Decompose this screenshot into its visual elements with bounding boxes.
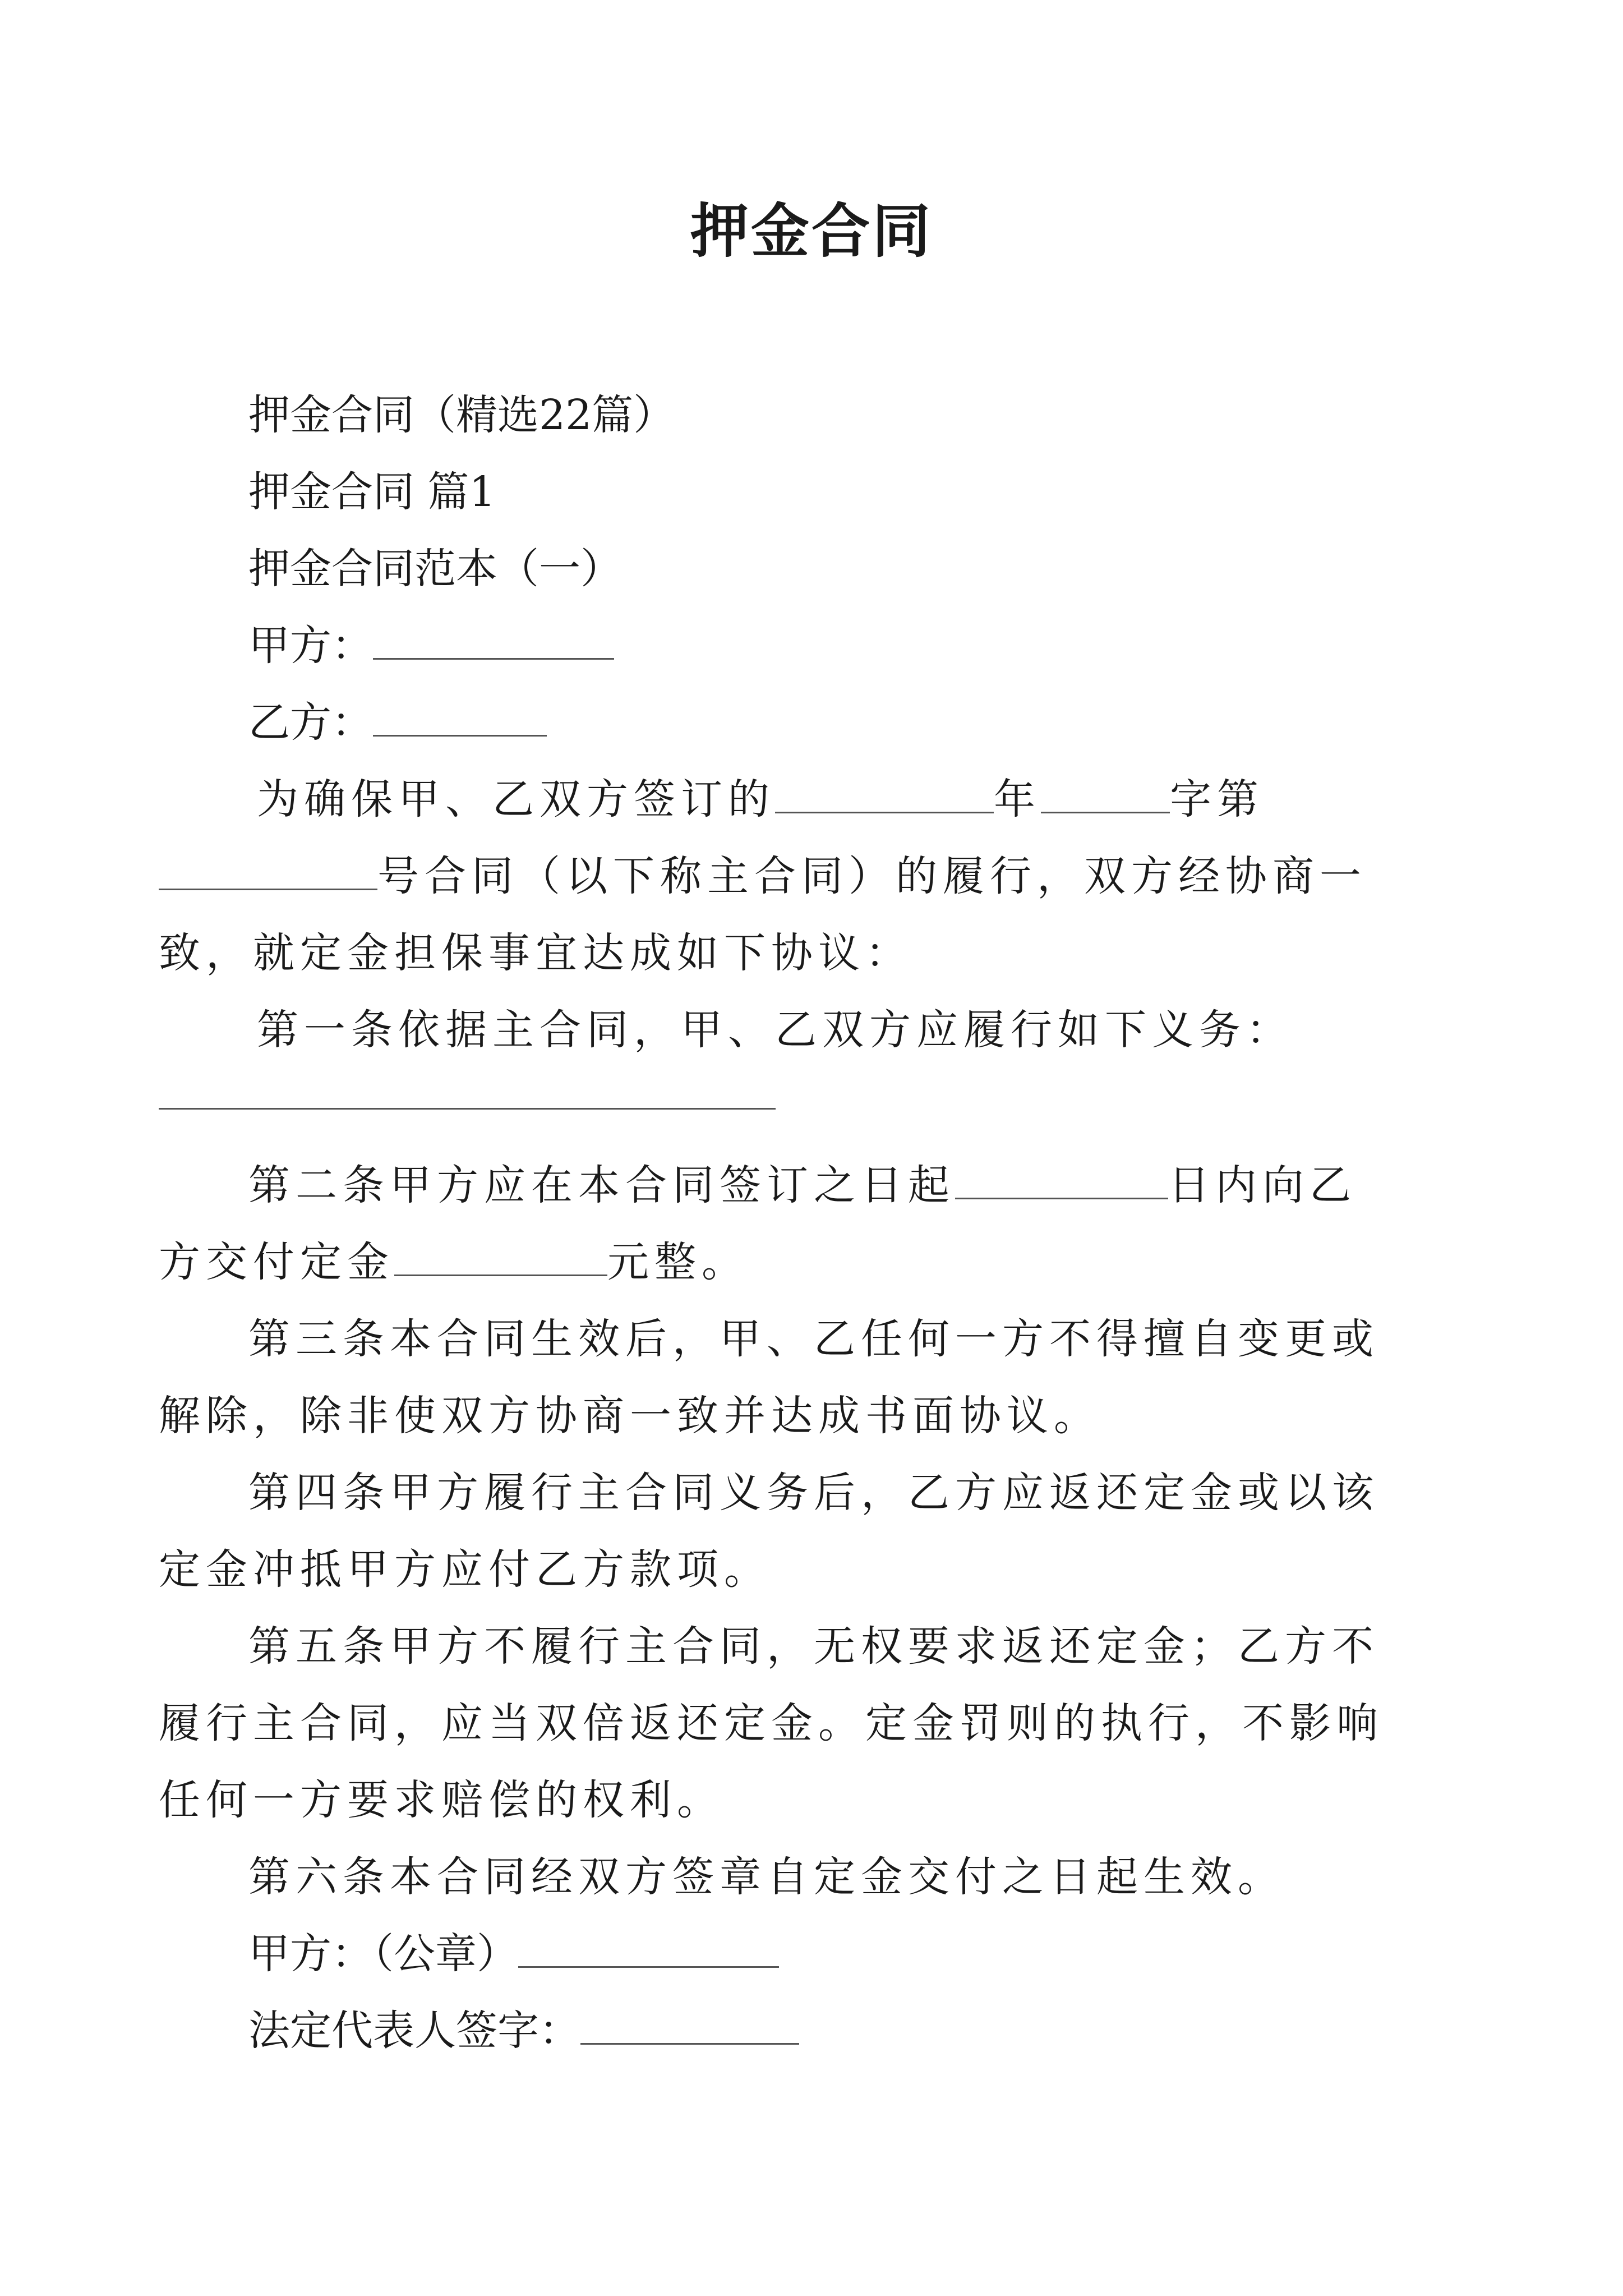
paragraph-intro <box>159 761 1388 992</box>
char-blank <box>1041 777 1170 813</box>
article-4: 第四条甲方履行主合同义务后，乙方应返还定金或以该定金冲抵甲方应付乙方款项。 <box>159 1469 1379 1594</box>
signature-representative <box>248 1993 1388 2069</box>
article-1-blank <box>159 1069 776 1110</box>
template-heading: 押金合同范本（一） <box>248 545 622 593</box>
intro-text-c: 字第 <box>1170 775 1264 823</box>
signature-party-a-blank <box>518 1931 779 1968</box>
article-2-text-b: 日内向乙方交付定金 <box>159 1161 1357 1286</box>
document-title: 押金合同 <box>690 196 933 265</box>
article-2 <box>159 1147 1388 1301</box>
signature-party-a-label: 甲方：（公章） <box>248 1930 518 1978</box>
signature-representative-label: 法定代表人签字： <box>248 2007 580 2055</box>
document-body <box>159 377 1388 2069</box>
party-a-line <box>248 608 1388 684</box>
section-heading: 押金合同 篇1 <box>248 468 496 516</box>
signature-party-a <box>248 1916 1388 1993</box>
article-2-text-c: 元整。 <box>607 1238 749 1286</box>
days-blank <box>955 1163 1168 1199</box>
intro-text-d: 号合同（以下称主合同）的履行，双方经协商一致，就定金担保事宜达成如下协议： <box>159 852 1367 977</box>
article-2-text-a: 第二条甲方应在本合同签订之日起 <box>248 1161 955 1209</box>
year-blank <box>775 777 994 813</box>
party-b-label: 乙方： <box>248 698 373 747</box>
party-a-label: 甲方： <box>248 622 373 670</box>
number-blank <box>159 854 377 890</box>
article-6: 第六条本合同经双方签章自定金交付之日起生效。 <box>248 1853 1285 1901</box>
amount-blank <box>394 1240 607 1276</box>
article-1: 第一条依据主合同，甲、乙双方应履行如下义务： <box>257 1006 1293 1054</box>
subtitle-line: 押金合同（精选22篇） <box>248 391 675 439</box>
party-a-blank <box>373 623 614 660</box>
intro-text-b: 年 <box>994 775 1041 823</box>
signature-representative-blank <box>580 2008 799 2045</box>
party-b-line <box>248 684 1388 761</box>
intro-text-a: 为确保甲、乙双方签订的 <box>257 775 775 823</box>
article-3: 第三条本合同生效后，甲、乙任何一方不得擅自变更或解除，除非使双方协商一致并达成书面协议。 <box>159 1315 1379 1440</box>
article-5: 第五条甲方不履行主合同，无权要求返还定金；乙方不履行主合同，应当双倍返还定金。定金罚则的执行，不影响任何一方要求赔偿的权利。 <box>159 1622 1384 1824</box>
party-b-blank <box>373 700 547 737</box>
